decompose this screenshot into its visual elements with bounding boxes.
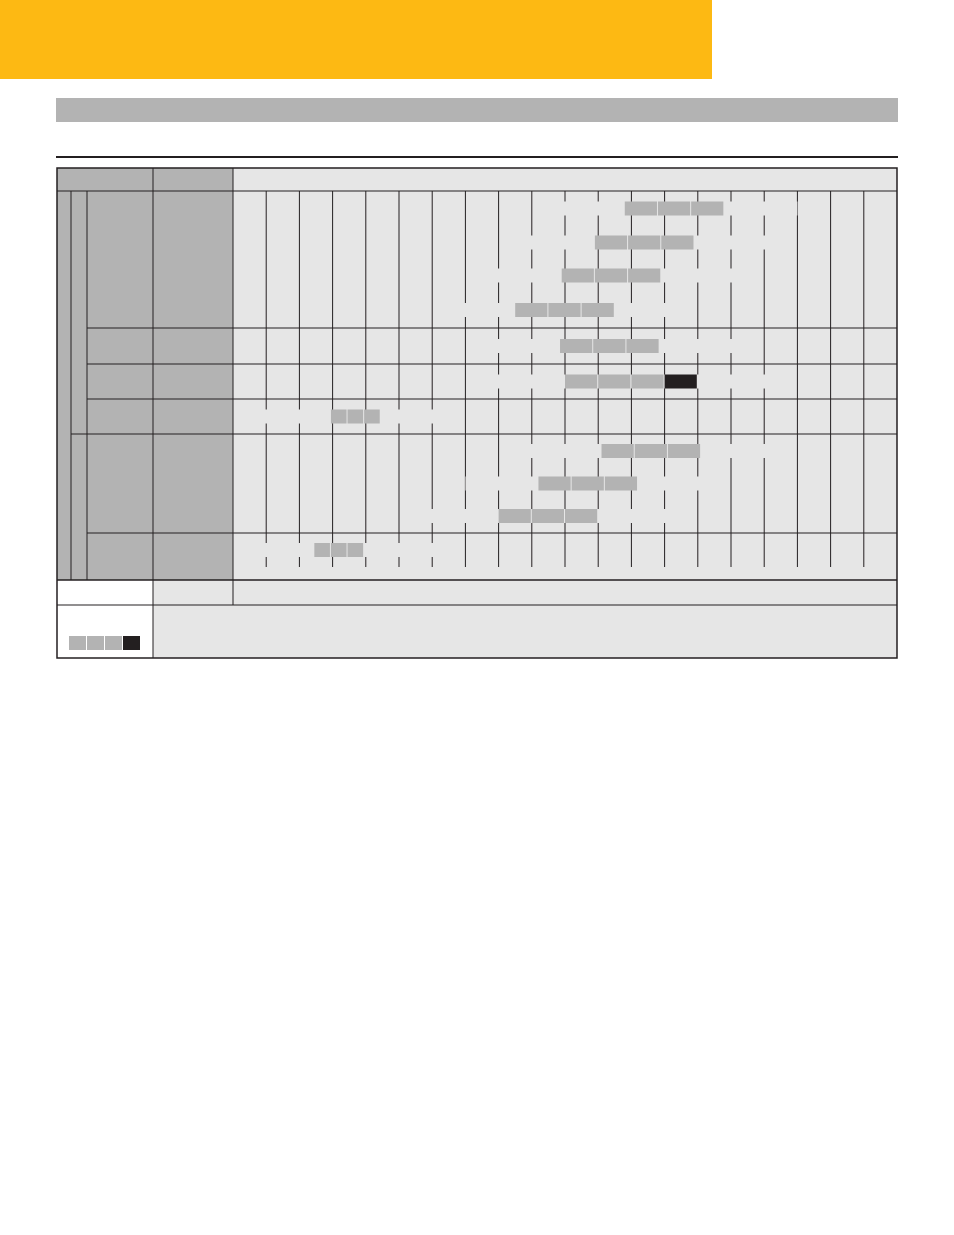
bar-segment	[631, 375, 663, 389]
bar-segment	[548, 303, 580, 317]
bar-segment	[593, 339, 625, 353]
bar-segment	[668, 444, 700, 458]
bar-segment	[532, 509, 564, 523]
bar-segment	[538, 477, 570, 491]
bar-segment	[562, 269, 594, 283]
bar-segment	[499, 509, 531, 523]
bar-segment	[348, 543, 364, 557]
bar-segment	[565, 375, 597, 389]
bar-segment	[364, 410, 380, 424]
bar-segment	[314, 543, 330, 557]
bar-segment	[595, 236, 627, 250]
summary-label-cell	[57, 580, 153, 605]
bar-segment	[635, 444, 667, 458]
bar-segment	[625, 202, 657, 216]
legend-swatch	[105, 636, 122, 650]
legend-cell	[57, 605, 153, 658]
bar-segment	[572, 477, 604, 491]
legend-swatch	[87, 636, 104, 650]
bar-segment	[658, 202, 690, 216]
bar-segment	[628, 269, 660, 283]
bar-segment	[515, 303, 547, 317]
bar-segment	[331, 410, 347, 424]
bar-segment	[348, 410, 364, 424]
bar-segment	[661, 236, 693, 250]
timeline-header	[233, 168, 897, 191]
bar-lane	[492, 375, 771, 389]
legend-swatch-highlight	[123, 636, 140, 650]
bar-segment	[628, 236, 660, 250]
bar-segment	[598, 375, 630, 389]
bar-segment	[691, 202, 723, 216]
bar-segment	[582, 303, 614, 317]
bar-segment	[626, 339, 658, 353]
row-header-area	[57, 168, 233, 580]
legend-swatch	[69, 636, 86, 650]
bar-segment-highlight	[665, 375, 697, 389]
bar-segment	[605, 477, 637, 491]
bar-segment	[565, 509, 597, 523]
bar-segment	[331, 543, 347, 557]
summary-area	[57, 580, 897, 658]
bar-segment	[560, 339, 592, 353]
bar-segment	[602, 444, 634, 458]
bar-segment	[595, 269, 627, 283]
